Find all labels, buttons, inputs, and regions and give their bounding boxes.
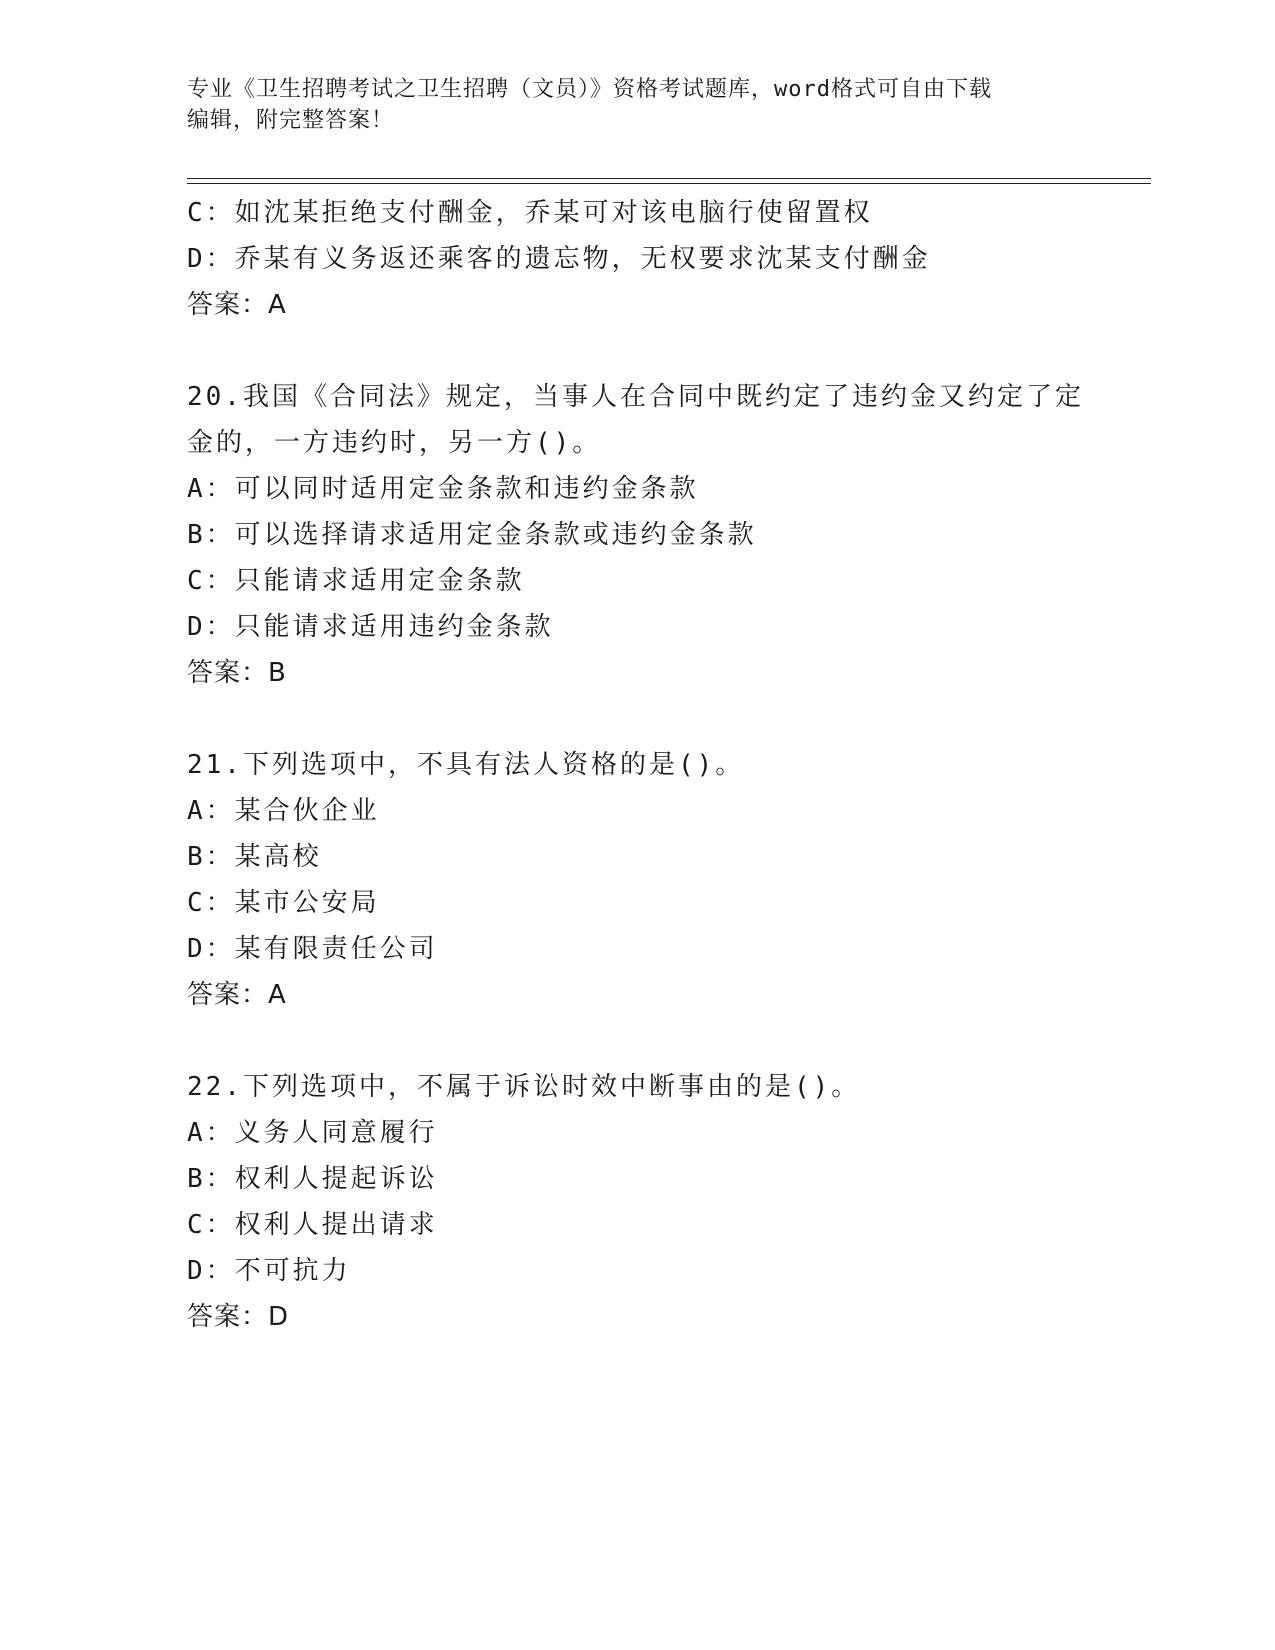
option-d: D：不可抗力 bbox=[187, 1256, 351, 1286]
question-stem: 20.我国《合同法》规定，当事人在合同中既约定了违约金又约定了定 bbox=[187, 382, 1084, 412]
question-list bbox=[187, 190, 1087, 1340]
question-block-21 bbox=[187, 742, 1087, 1018]
question-block-20 bbox=[187, 374, 1087, 696]
answer-label: 答案：B bbox=[187, 658, 287, 688]
option-d: D：某有限责任公司 bbox=[187, 934, 438, 964]
answer-label: 答案：D bbox=[187, 1302, 290, 1332]
question-stem: 21.下列选项中，不具有法人资格的是()。 bbox=[187, 750, 745, 780]
question-block-19 bbox=[187, 190, 1087, 328]
question-stem: 金的，一方违约时，另一方()。 bbox=[187, 428, 602, 458]
option-b: B：可以选择请求适用定金条款或违约金条款 bbox=[187, 520, 757, 550]
answer-label: 答案：A bbox=[187, 980, 287, 1010]
header-line-1: 专业《卫生招聘考试之卫生招聘（文员）》资格考试题库，word格式可自由下载 bbox=[187, 77, 992, 102]
question-stem: 22.下列选项中，不属于诉讼时效中断事由的是()。 bbox=[187, 1072, 861, 1102]
option-a: A：义务人同意履行 bbox=[187, 1118, 438, 1148]
option-c: C：如沈某拒绝支付酬金，乔某可对该电脑行使留置权 bbox=[187, 198, 873, 228]
option-b: B：某高校 bbox=[187, 842, 322, 872]
option-c: C：某市公安局 bbox=[187, 888, 380, 918]
spacer bbox=[187, 696, 1087, 742]
document-header bbox=[187, 74, 1087, 136]
spacer bbox=[187, 328, 1087, 374]
option-c: C：只能请求适用定金条款 bbox=[187, 566, 525, 596]
header-divider-top bbox=[187, 178, 1151, 179]
spacer bbox=[187, 1018, 1087, 1064]
option-a: A：可以同时适用定金条款和违约金条款 bbox=[187, 474, 699, 504]
option-b: B：权利人提起诉讼 bbox=[187, 1164, 438, 1194]
option-c: C：权利人提出请求 bbox=[187, 1210, 438, 1240]
option-d: D：只能请求适用违约金条款 bbox=[187, 612, 554, 642]
header-divider-bottom bbox=[187, 183, 1151, 184]
question-block-22 bbox=[187, 1064, 1087, 1340]
option-d: D：乔某有义务返还乘客的遗忘物，无权要求沈某支付酬金 bbox=[187, 244, 931, 274]
option-a: A：某合伙企业 bbox=[187, 796, 380, 826]
header-line-2: 编辑，附完整答案！ bbox=[187, 108, 395, 133]
answer-label: 答案：A bbox=[187, 290, 287, 320]
